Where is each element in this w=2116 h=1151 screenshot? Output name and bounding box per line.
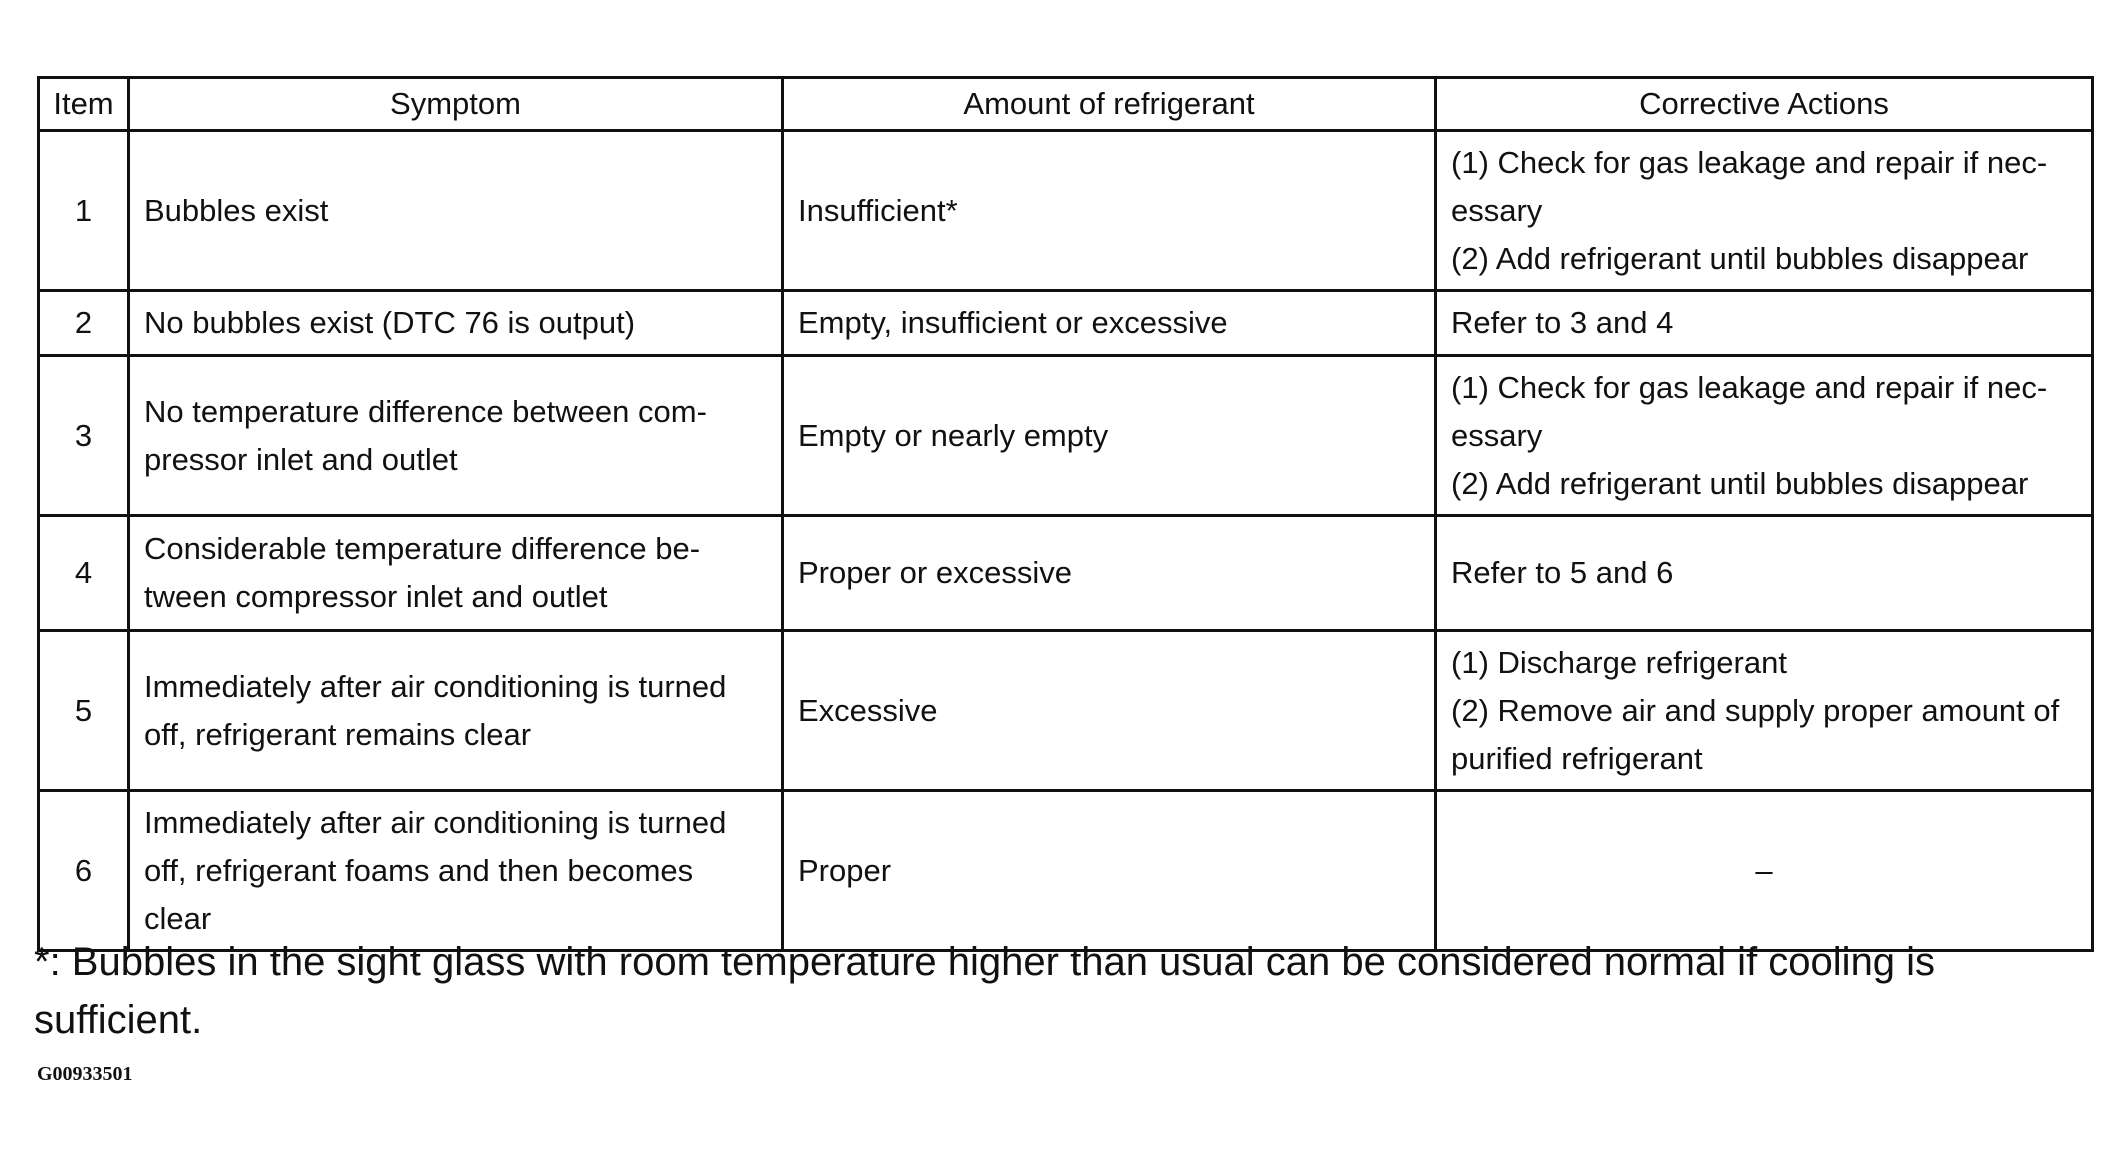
item-number: 3 — [39, 356, 129, 516]
action-line: (1) Discharge refrigerant — [1451, 644, 1787, 680]
action-line: essary — [1451, 192, 1543, 228]
action-line: (2) Remove air and supply proper amount of — [1451, 692, 2060, 728]
actions-cell — [1436, 516, 2093, 631]
item-number: 6 — [39, 791, 129, 951]
header-symptom: Symptom — [129, 78, 783, 131]
action-line: – — [1755, 852, 1773, 888]
action-line: (1) Check for gas leakage and repair if nec- — [1451, 144, 2048, 180]
amount-cell: Proper — [783, 791, 1436, 951]
amount-cell: Proper or excessive — [783, 516, 1436, 631]
actions-cell — [1436, 356, 2093, 516]
symptom-cell: Bubbles exist — [129, 131, 783, 291]
footnote: *: Bubbles in the sight glass with room temperature higher than usual can be considered normal if cooling is sufficient. — [34, 940, 1936, 1042]
table-header-row — [39, 78, 2093, 131]
header-actions: Corrective Actions — [1436, 78, 2093, 131]
amount-cell: Empty or nearly empty — [783, 356, 1436, 516]
item-number: 5 — [39, 631, 129, 791]
item-number: 1 — [39, 131, 129, 291]
actions-cell — [1436, 791, 2093, 951]
amount-cell: Excessive — [783, 631, 1436, 791]
action-line: essary — [1451, 417, 1543, 453]
action-line: (1) Check for gas leakage and repair if nec- — [1451, 369, 2048, 405]
refrigerant-diagnosis-table — [37, 76, 2094, 952]
symptom-cell: Immediately after air conditioning is turned off, refrigerant foams and then becomes clear — [129, 791, 783, 951]
table-row — [39, 291, 2093, 356]
item-number: 4 — [39, 516, 129, 631]
action-line: purified refrigerant — [1451, 740, 1703, 776]
actions-cell — [1436, 631, 2093, 791]
document-code: G00933501 — [37, 1063, 133, 1085]
action-line: Refer to 3 and 4 — [1451, 305, 1674, 340]
action-line: (2) Add refrigerant until bubbles disappear — [1451, 465, 2029, 501]
symptom-cell: No temperature difference between com- pressor inlet and outlet — [129, 356, 783, 516]
amount-cell: Empty, insufficient or excessive — [783, 291, 1436, 356]
action-line: (2) Add refrigerant until bubbles disappear — [1451, 240, 2029, 276]
item-number: 2 — [39, 291, 129, 356]
header-item: Item — [39, 78, 129, 131]
table-row — [39, 356, 2093, 516]
table-row — [39, 631, 2093, 791]
table-row — [39, 791, 2093, 951]
table-row — [39, 516, 2093, 631]
symptom-cell: Immediately after air conditioning is turned off, refrigerant remains clear — [129, 631, 783, 791]
actions-cell — [1436, 131, 2093, 291]
symptom-cell: No bubbles exist (DTC 76 is output) — [129, 291, 783, 356]
action-line: Refer to 5 and 6 — [1451, 555, 1674, 590]
header-amount: Amount of refrigerant — [783, 78, 1436, 131]
actions-cell — [1436, 291, 2093, 356]
symptom-cell: Considerable temperature difference be- tween compressor inlet and outlet — [129, 516, 783, 631]
amount-cell: Insufficient* — [783, 131, 1436, 291]
table-row — [39, 131, 2093, 291]
document-page — [37, 76, 2091, 952]
